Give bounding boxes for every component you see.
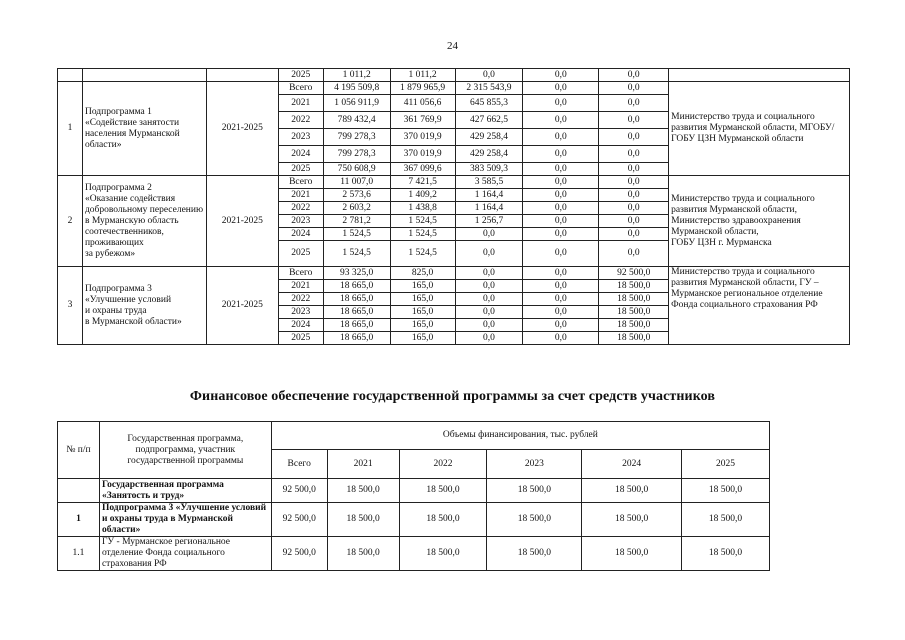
amount-cell: 7 421,5	[390, 176, 455, 189]
amount-cell: 92 500,0	[599, 267, 669, 280]
amount-cell: 165,0	[390, 280, 455, 293]
amount-cell: 427 662,5	[455, 112, 523, 129]
amount-cell: 18 500,0	[582, 479, 682, 503]
amount-cell: 1 879 965,9	[390, 82, 455, 95]
section-title: Финансовое обеспечение государственной программы за счет средств участников	[189, 389, 716, 404]
amount-cell: 0,0	[455, 280, 523, 293]
amount-cell: 2 781,2	[323, 215, 390, 228]
amount-cell: 0,0	[523, 267, 599, 280]
program-name-cell: Подпрограмма 3 «Улучшение условий и охраны труда в Мурманской области»	[82, 267, 206, 345]
amount-cell: 18 500,0	[327, 479, 399, 503]
amount-cell: 0,0	[455, 267, 523, 280]
amount-cell: 411 056,6	[390, 95, 455, 112]
amount-cell: 93 325,0	[323, 267, 390, 280]
amount-cell: 0,0	[455, 69, 523, 82]
participants-funding-table	[57, 421, 770, 571]
amount-cell: 0,0	[523, 112, 599, 129]
year-cell: 2022	[278, 293, 323, 306]
amount-cell: 0,0	[523, 241, 599, 267]
amount-cell: 18 500,0	[599, 293, 669, 306]
amount-cell: 0,0	[599, 95, 669, 112]
amount-cell: 1 164,4	[455, 189, 523, 202]
amount-cell: 2 573,6	[323, 189, 390, 202]
amount-cell: 0,0	[523, 176, 599, 189]
executor-cell	[669, 69, 850, 82]
table-row	[58, 176, 850, 189]
amount-cell: 165,0	[390, 319, 455, 332]
amount-cell: 18 500,0	[399, 537, 487, 571]
header-col-2022: 2022	[399, 450, 487, 479]
header-col-2021: 2021	[327, 450, 399, 479]
amount-cell: 4 195 509,8	[323, 82, 390, 95]
amount-cell: 0,0	[599, 69, 669, 82]
amount-cell: 18 500,0	[599, 280, 669, 293]
amount-cell: 18 665,0	[323, 306, 390, 319]
amount-cell: 18 500,0	[327, 503, 399, 537]
amount-cell: 165,0	[390, 306, 455, 319]
year-cell: 2021	[278, 280, 323, 293]
amount-cell: 0,0	[599, 241, 669, 267]
period-cell: 2021-2025	[206, 82, 278, 176]
amount-cell: 18 500,0	[327, 537, 399, 571]
amount-cell: 0,0	[455, 332, 523, 345]
table-row	[58, 537, 770, 571]
year-cell: 2021	[278, 95, 323, 112]
table-row	[58, 82, 850, 95]
period-cell: 2021-2025	[206, 267, 278, 345]
year-cell: 2024	[278, 228, 323, 241]
amount-cell: 165,0	[390, 332, 455, 345]
amount-cell: 799 278,3	[323, 146, 390, 163]
amount-cell: 1 438,8	[390, 202, 455, 215]
amount-cell: 3 585,5	[455, 176, 523, 189]
amount-cell: 645 855,3	[455, 95, 523, 112]
amount-cell: 1 011,2	[323, 69, 390, 82]
year-cell: 2023	[278, 129, 323, 146]
year-cell: Всего	[278, 176, 323, 189]
year-cell: 2025	[278, 163, 323, 176]
amount-cell: 0,0	[599, 189, 669, 202]
table-row	[58, 503, 770, 537]
amount-cell: 18 500,0	[487, 479, 582, 503]
header-col-2025: 2025	[682, 450, 770, 479]
amount-cell: 0,0	[523, 202, 599, 215]
year-cell: 2022	[278, 112, 323, 129]
header-volumes: Объемы финансирования, тыс. рублей	[271, 422, 769, 450]
amount-cell: 1 524,5	[390, 241, 455, 267]
amount-cell: 789 432,4	[323, 112, 390, 129]
amount-cell: 18 500,0	[399, 503, 487, 537]
amount-cell: 1 524,5	[323, 241, 390, 267]
program-name-cell	[82, 69, 206, 82]
period-cell: 2021-2025	[206, 176, 278, 267]
amount-cell: 18 500,0	[487, 503, 582, 537]
amount-cell: 0,0	[599, 82, 669, 95]
year-cell: 2025	[278, 332, 323, 345]
budget-table-continuation	[57, 68, 850, 345]
table-row	[58, 479, 770, 503]
amount-cell: 0,0	[455, 319, 523, 332]
amount-cell: 0,0	[455, 241, 523, 267]
amount-cell: 0,0	[523, 319, 599, 332]
amount-cell: 0,0	[523, 280, 599, 293]
participant-name-cell: Государственная программа «Занятость и труд»	[99, 479, 271, 503]
amount-cell: 0,0	[523, 332, 599, 345]
amount-cell: 1 524,5	[323, 228, 390, 241]
executor-cell: Министерство труда и социального развития Мурманской области, Министерство здравоохранения Мурманской области, ГОБУ ЦЗН г. Мурманска	[669, 176, 850, 267]
amount-cell: 0,0	[599, 146, 669, 163]
year-cell: 2025	[278, 69, 323, 82]
header-name: Государственная программа, подпрограмма, участник государственной программы	[99, 422, 271, 479]
participant-name-cell: ГУ - Мурманское региональное отделение Фонда социального страхования РФ	[99, 537, 271, 571]
header-col-2023: 2023	[487, 450, 582, 479]
amount-cell: 0,0	[523, 306, 599, 319]
program-name-cell: Подпрограмма 2 «Оказание содействия добровольному переселению в Мурманскую область соотечественников, проживающих за рубежом»	[82, 176, 206, 267]
amount-cell: 750 608,9	[323, 163, 390, 176]
year-cell: 2022	[278, 202, 323, 215]
amount-cell: 18 500,0	[582, 503, 682, 537]
amount-cell: 429 258,4	[455, 129, 523, 146]
amount-cell: 0,0	[523, 129, 599, 146]
amount-cell: 0,0	[599, 202, 669, 215]
header-no: № п/п	[58, 422, 100, 479]
amount-cell: 370 019,9	[390, 129, 455, 146]
amount-cell: 18 665,0	[323, 319, 390, 332]
amount-cell: 383 509,3	[455, 163, 523, 176]
executor-cell: Министерство труда и социального развития Мурманской области, МГОБУ/ГОБУ ЦЗН Мурманской области	[669, 82, 850, 176]
table-row	[58, 267, 850, 280]
year-cell: 2021	[278, 189, 323, 202]
amount-cell: 429 258,4	[455, 146, 523, 163]
row-no-cell: 1	[58, 503, 100, 537]
amount-cell: 11 007,0	[323, 176, 390, 189]
amount-cell: 18 500,0	[599, 332, 669, 345]
header-col-2024: 2024	[582, 450, 682, 479]
row-no-cell	[58, 69, 83, 82]
amount-cell: 0,0	[455, 306, 523, 319]
amount-cell: 0,0	[523, 228, 599, 241]
amount-cell: 2 603,2	[323, 202, 390, 215]
amount-cell: 18 500,0	[487, 537, 582, 571]
period-cell	[206, 69, 278, 82]
amount-cell: 92 500,0	[271, 479, 327, 503]
amount-cell: 825,0	[390, 267, 455, 280]
amount-cell: 361 769,9	[390, 112, 455, 129]
amount-cell: 0,0	[599, 215, 669, 228]
amount-cell: 1 056 911,9	[323, 95, 390, 112]
amount-cell: 0,0	[523, 82, 599, 95]
header-col-total: Всего	[271, 450, 327, 479]
amount-cell: 0,0	[599, 163, 669, 176]
year-cell: Всего	[278, 82, 323, 95]
amount-cell: 18 665,0	[323, 280, 390, 293]
amount-cell: 0,0	[599, 228, 669, 241]
amount-cell: 18 500,0	[682, 537, 770, 571]
row-no-cell: 1	[58, 82, 83, 176]
row-no-cell: 3	[58, 267, 83, 345]
row-no-cell: 2	[58, 176, 83, 267]
row-no-cell: 1.1	[58, 537, 100, 571]
amount-cell: 0,0	[599, 112, 669, 129]
amount-cell: 1 164,4	[455, 202, 523, 215]
page-number: 24	[447, 40, 458, 52]
year-cell: 2023	[278, 215, 323, 228]
amount-cell: 18 500,0	[682, 503, 770, 537]
amount-cell: 799 278,3	[323, 129, 390, 146]
amount-cell: 370 019,9	[390, 146, 455, 163]
amount-cell: 0,0	[523, 69, 599, 82]
amount-cell: 1 524,5	[390, 215, 455, 228]
amount-cell: 92 500,0	[271, 537, 327, 571]
amount-cell: 0,0	[523, 146, 599, 163]
amount-cell: 1 256,7	[455, 215, 523, 228]
participant-name-cell: Подпрограмма 3 «Улучшение условий и охраны труда в Мурманской области»	[99, 503, 271, 537]
amount-cell: 1 409,2	[390, 189, 455, 202]
amount-cell: 0,0	[523, 189, 599, 202]
amount-cell: 18 665,0	[323, 293, 390, 306]
amount-cell: 0,0	[599, 129, 669, 146]
amount-cell: 367 099,6	[390, 163, 455, 176]
amount-cell: 18 500,0	[599, 319, 669, 332]
executor-cell: Министерство труда и социального развития Мурманской области, ГУ – Мурманское региональное отделение Фонда социального страхования РФ	[669, 267, 850, 345]
amount-cell: 0,0	[455, 228, 523, 241]
program-name-cell: Подпрограмма 1 «Содействие занятости населения Мурманской области»	[82, 82, 206, 176]
amount-cell: 18 500,0	[399, 479, 487, 503]
amount-cell: 18 500,0	[599, 306, 669, 319]
amount-cell: 92 500,0	[271, 503, 327, 537]
amount-cell: 0,0	[523, 163, 599, 176]
amount-cell: 0,0	[523, 293, 599, 306]
year-cell: 2024	[278, 146, 323, 163]
year-cell: Всего	[278, 267, 323, 280]
amount-cell: 18 500,0	[582, 537, 682, 571]
amount-cell: 0,0	[455, 293, 523, 306]
amount-cell: 1 524,5	[390, 228, 455, 241]
amount-cell: 18 500,0	[682, 479, 770, 503]
amount-cell: 0,0	[523, 215, 599, 228]
year-cell: 2024	[278, 319, 323, 332]
amount-cell: 1 011,2	[390, 69, 455, 82]
year-cell: 2023	[278, 306, 323, 319]
row-no-cell	[58, 479, 100, 503]
amount-cell: 165,0	[390, 293, 455, 306]
year-cell: 2025	[278, 241, 323, 267]
amount-cell: 0,0	[599, 176, 669, 189]
amount-cell: 2 315 543,9	[455, 82, 523, 95]
amount-cell: 18 665,0	[323, 332, 390, 345]
table-row	[58, 69, 850, 82]
amount-cell: 0,0	[523, 95, 599, 112]
